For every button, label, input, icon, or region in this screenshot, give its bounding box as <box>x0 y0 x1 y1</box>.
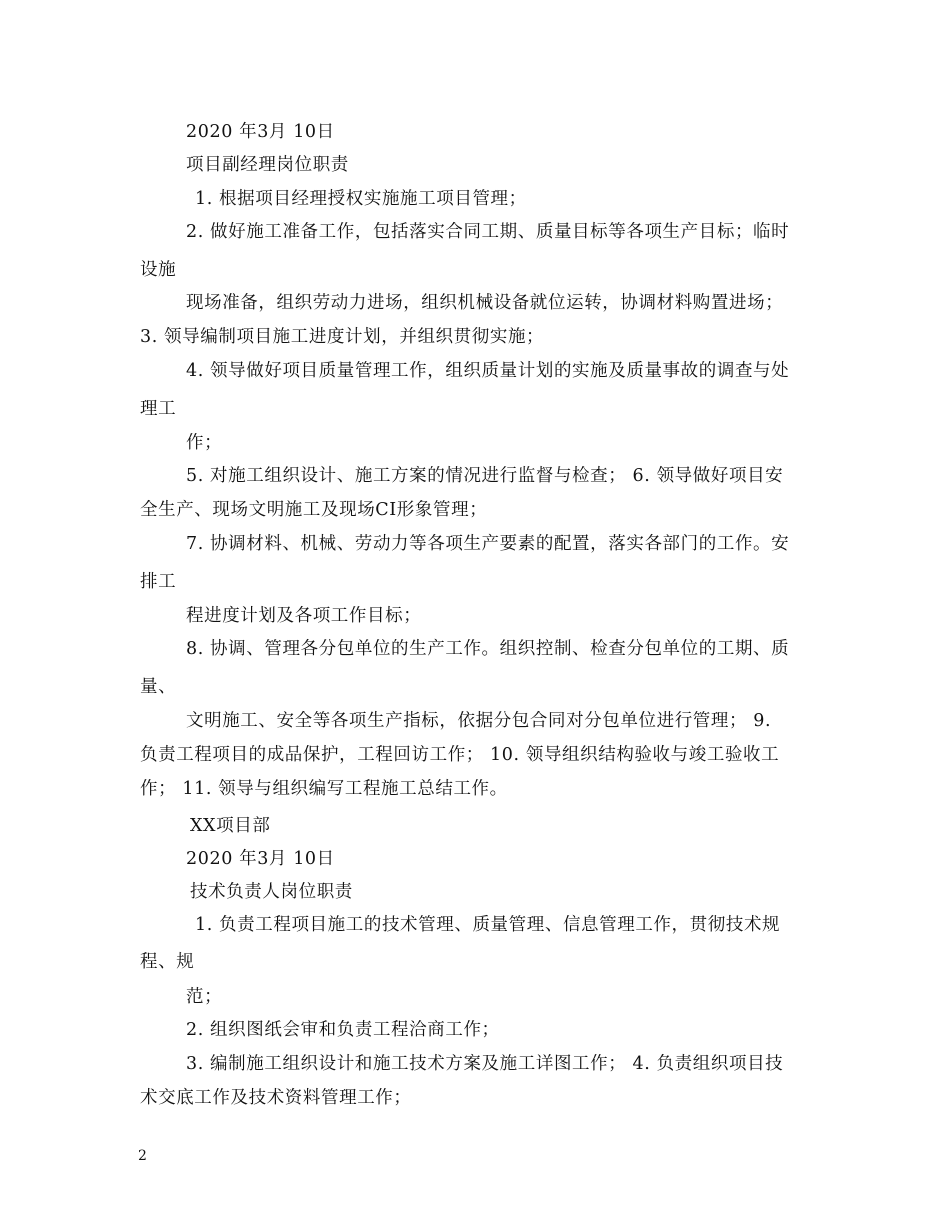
text-line: 8. 协调、管理各分包单位的生产工作。组织控制、检查分包单位的工期、质 <box>186 639 790 659</box>
page-number: 2 <box>138 1148 147 1164</box>
text-line: 全生产、现场文明施工及现场CI形象管理； <box>140 500 488 520</box>
text-line: 2. 做好施工准备工作，包括落实合同工期、质量目标等各项生产目标；临时 <box>186 222 790 242</box>
text-line: 2. 组织图纸会审和负责工程洽商工作； <box>186 1020 500 1040</box>
section-title: 技术负责人岗位职责 <box>190 882 353 902</box>
text-line: 理工 <box>140 399 177 419</box>
date-line: 2020 年3月 10日 <box>186 849 335 869</box>
text-line: 术交底工作及技术资料管理工作； <box>140 1088 412 1108</box>
section-title: 项目副经理岗位职责 <box>186 155 349 175</box>
text-line: 现场准备，组织劳动力进场，组织机械设备就位运转，协调材料购置进场； <box>186 293 784 313</box>
date-line: 2020 年3月 10日 <box>186 122 335 142</box>
text-line: 设施 <box>140 260 177 280</box>
text-line: 程进度计划及各项工作目标； <box>186 606 422 626</box>
text-line: 3. 领导编制项目施工进度计划，并组织贯彻实施； <box>140 327 545 347</box>
text-line: 作； 11. 领导与组织编写工程施工总结工作。 <box>140 779 508 799</box>
text-line: 4. 领导做好项目质量管理工作，组织质量计划的实施及质量事故的调查与处 <box>186 361 790 381</box>
text-line: 3. 编制施工组织设计和施工技术方案及施工详图工作； 4. 负责组织项目技 <box>186 1054 784 1074</box>
text-line: 7. 协调材料、机械、劳动力等各项生产要素的配置，落实各部门的工作。安 <box>186 534 790 554</box>
text-line: 量、 <box>140 677 177 697</box>
text-line: 排工 <box>140 572 177 592</box>
text-line: 程、规 <box>140 952 195 972</box>
text-line: 范； <box>186 987 223 1007</box>
text-line: 作； <box>186 433 223 453</box>
text-line: 1. 根据项目经理授权实施施工项目管理； <box>195 189 527 209</box>
text-line: 文明施工、安全等各项生产指标，依据分包合同对分包单位进行管理； 9. <box>186 711 772 731</box>
text-line: 1. 负责工程项目施工的技术管理、质量管理、信息管理工作，贯彻技术规 <box>195 915 781 935</box>
org-signature: XX项目部 <box>190 816 271 836</box>
text-line: 负责工程项目的成品保护，工程回访工作； 10. 领导组织结构验收与竣工验收工 <box>140 745 780 765</box>
text-line: 5. 对施工组织设计、施工方案的情况进行监督与检查； 6. 领导做好项目安 <box>186 466 784 486</box>
